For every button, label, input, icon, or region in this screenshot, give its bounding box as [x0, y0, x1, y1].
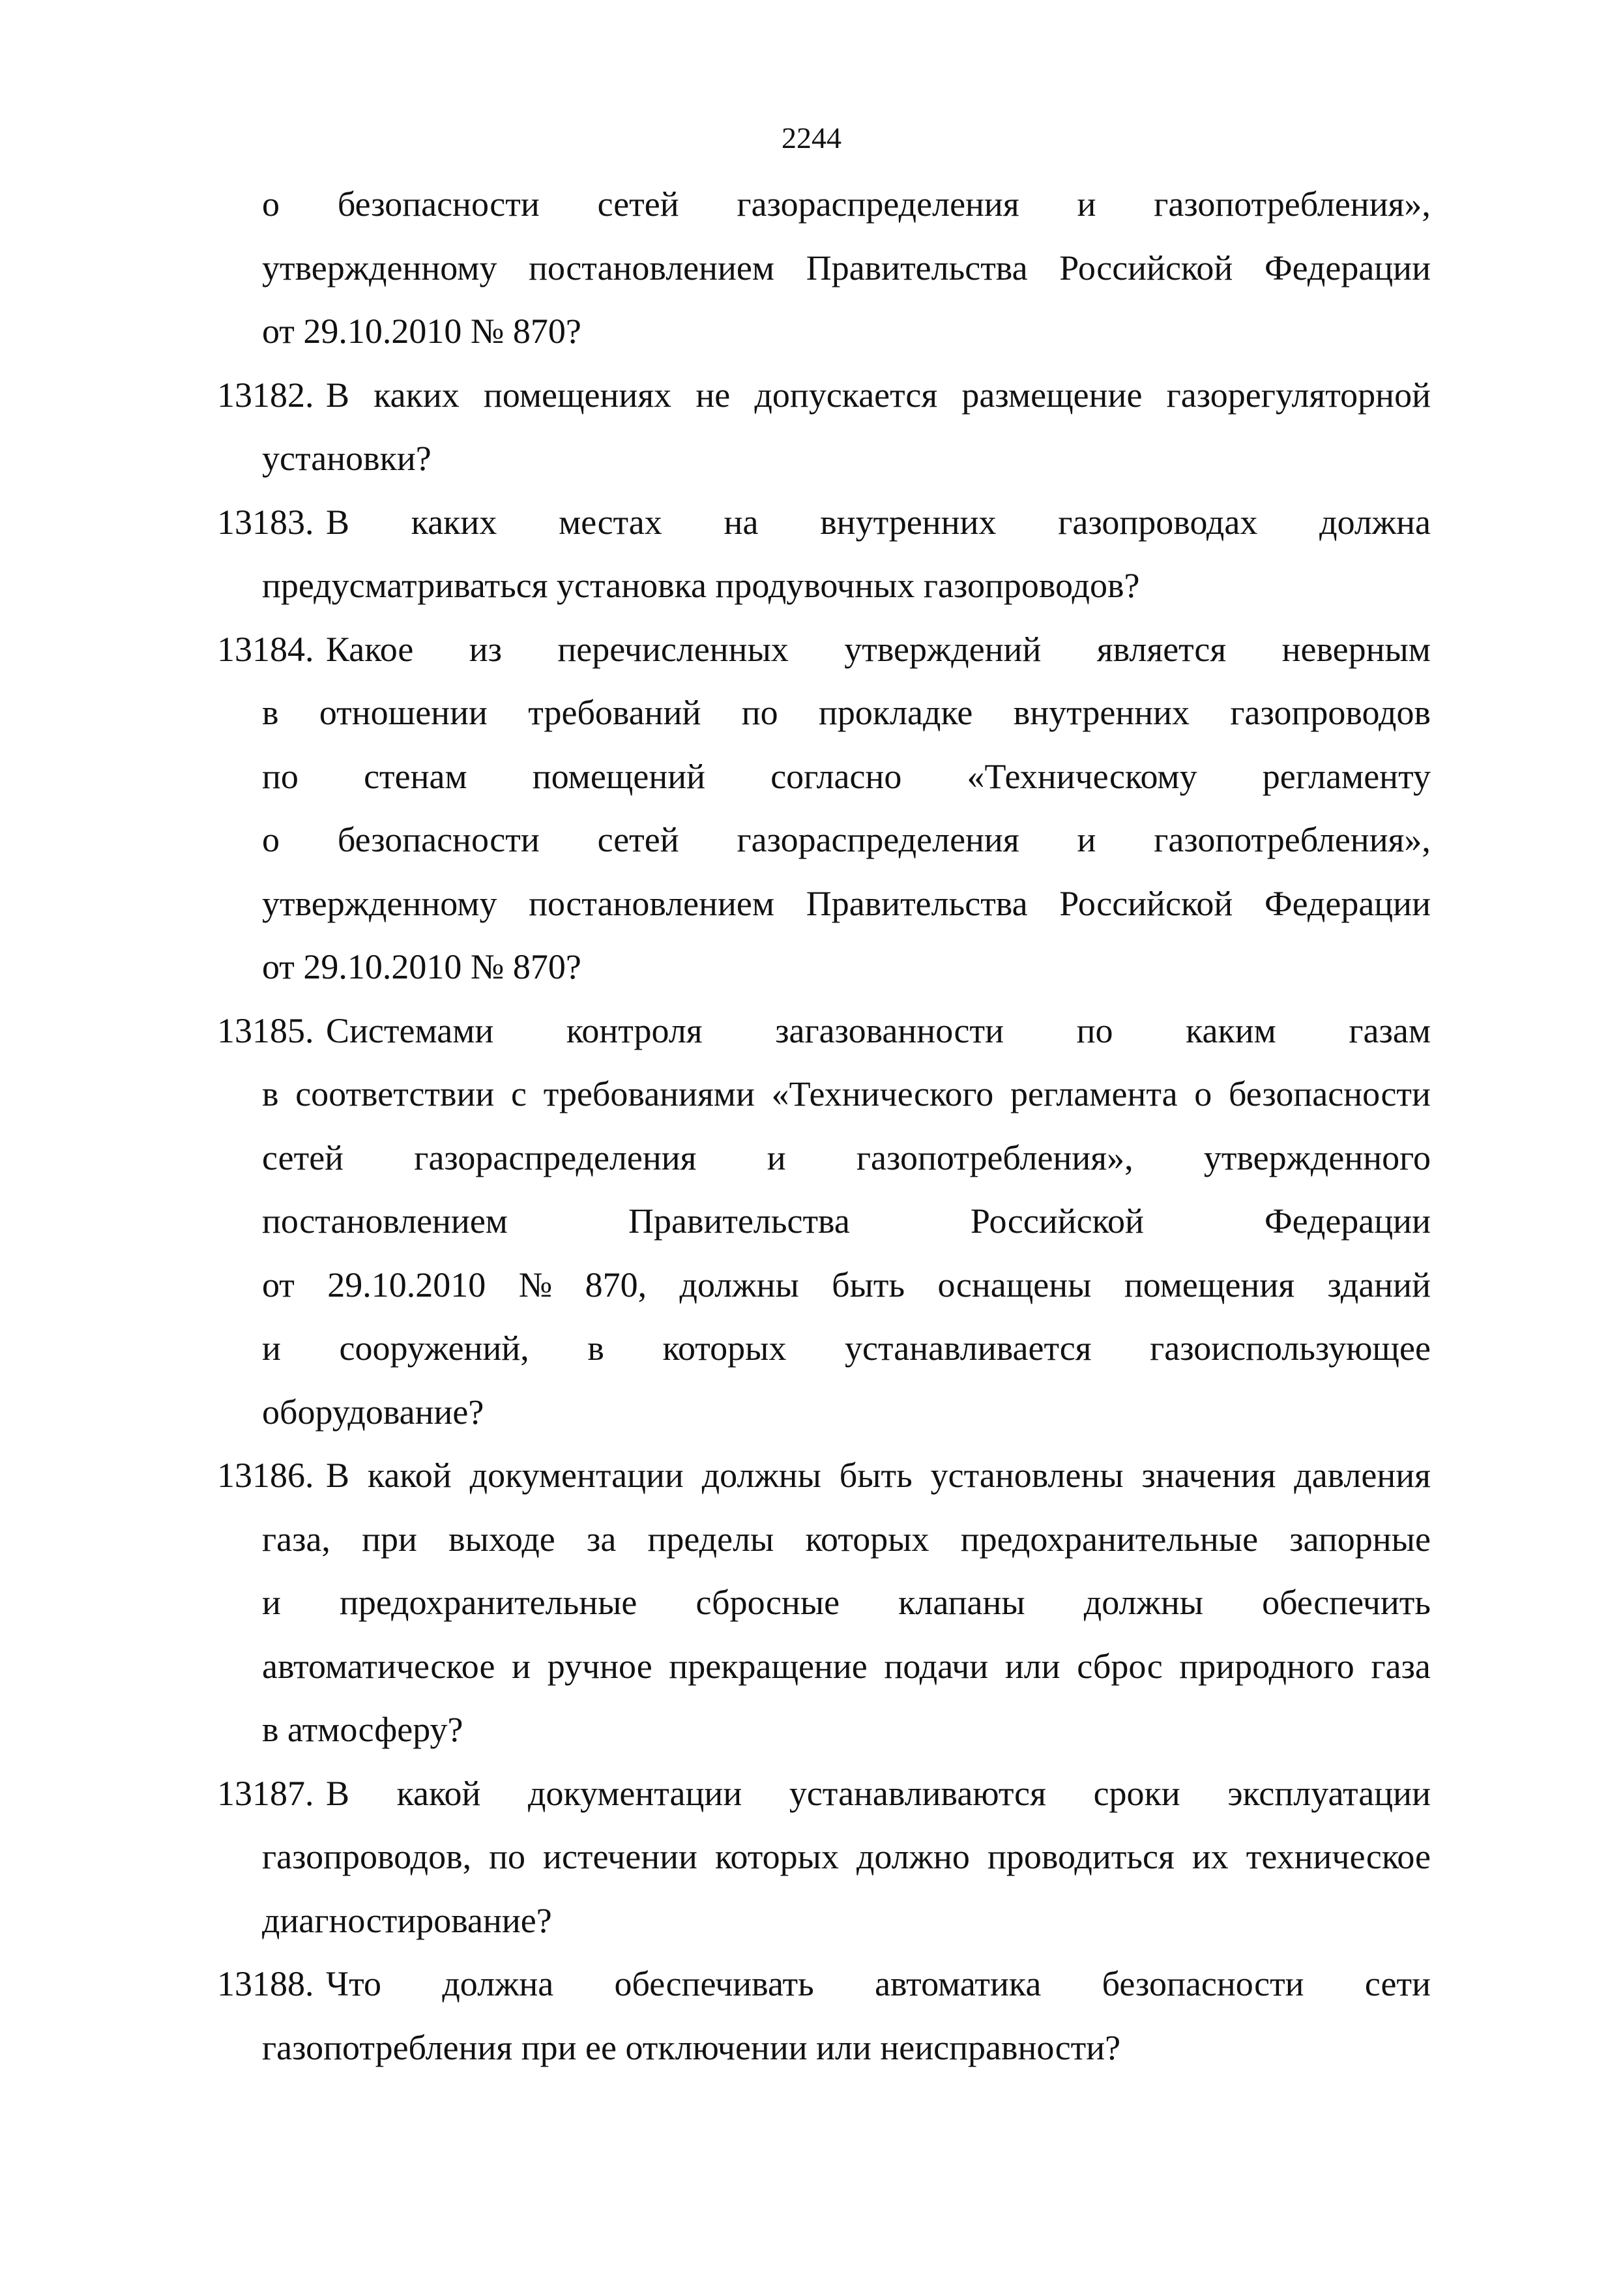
text-line: автоматическое и ручное прекращение подачи или сброс природного газа	[262, 1646, 1431, 1686]
question-number: 13186.	[217, 1456, 314, 1495]
question-number: 13182.	[217, 375, 314, 415]
text-line: и предохранительные сбросные клапаны должны обеспечить	[262, 1583, 1431, 1622]
text-line: Какое из перечисленных утверждений является неверным	[326, 629, 1431, 669]
text-line: сетей газораспределения и газопотребления», утвержденного	[262, 1138, 1431, 1177]
text-line: о безопасности сетей газораспределения и газопотребления»,	[262, 820, 1431, 859]
text-line: Что должна обеспечивать автоматика безопасности сети	[326, 1964, 1431, 2003]
text-line: диагностирование?	[262, 1900, 552, 1940]
text-line: В какой документации должны быть установлены значения давления	[326, 1456, 1431, 1495]
text-line: В каких помещениях не допускается размещение газорегуляторной	[326, 375, 1431, 415]
text-line: и сооружений, в которых устанавливается газоиспользующее	[262, 1329, 1431, 1368]
text-line: В какой документации устанавливаются сроки эксплуатации	[326, 1773, 1431, 1813]
text-line: о безопасности сетей газораспределения и газопотребления»,	[262, 184, 1431, 224]
text-line: в соответствии с требованиями «Технического регламента о безопасности	[262, 1074, 1431, 1113]
question-number: 13184.	[217, 629, 314, 669]
page-number: 2244	[782, 121, 841, 155]
question-number: 13187.	[217, 1773, 314, 1813]
text-line: газопроводов, по истечении которых должно проводиться их техническое	[262, 1837, 1431, 1876]
text-line: Системами контроля загазованности по каким газам	[326, 1010, 1431, 1050]
text-line: оборудование?	[262, 1392, 484, 1432]
question-number: 13188.	[217, 1964, 314, 2003]
text-line: в отношении требований по прокладке внутренних газопроводов	[262, 693, 1431, 732]
question-number: 13185.	[217, 1010, 314, 1050]
text-line: газа, при выходе за пределы которых предохранительные запорные	[262, 1519, 1431, 1559]
text-line: установки?	[262, 439, 431, 478]
text-line: В каких местах на внутренних газопроводах должна	[326, 502, 1431, 542]
text-line: в атмосферу?	[262, 1710, 463, 1749]
text-line: от 29.10.2010 № 870, должны быть оснащены помещения зданий	[262, 1265, 1431, 1304]
text-line: по стенам помещений согласно «Техническому регламенту	[262, 756, 1431, 796]
text-line: утвержденному постановлением Правительства Российской Федерации	[262, 248, 1431, 287]
text-line: газопотребления при ее отключении или неисправности?	[262, 2027, 1121, 2067]
text-line: предусматриваться установка продувочных газопроводов?	[262, 566, 1140, 605]
text-line: утвержденному постановлением Правительства Российской Федерации	[262, 883, 1431, 923]
question-number: 13183.	[217, 502, 314, 542]
text-line: от 29.10.2010 № 870?	[262, 947, 581, 986]
text-line: постановлением Правительства Российской Федерации	[262, 1201, 1431, 1241]
text-line: от 29.10.2010 № 870?	[262, 312, 581, 351]
